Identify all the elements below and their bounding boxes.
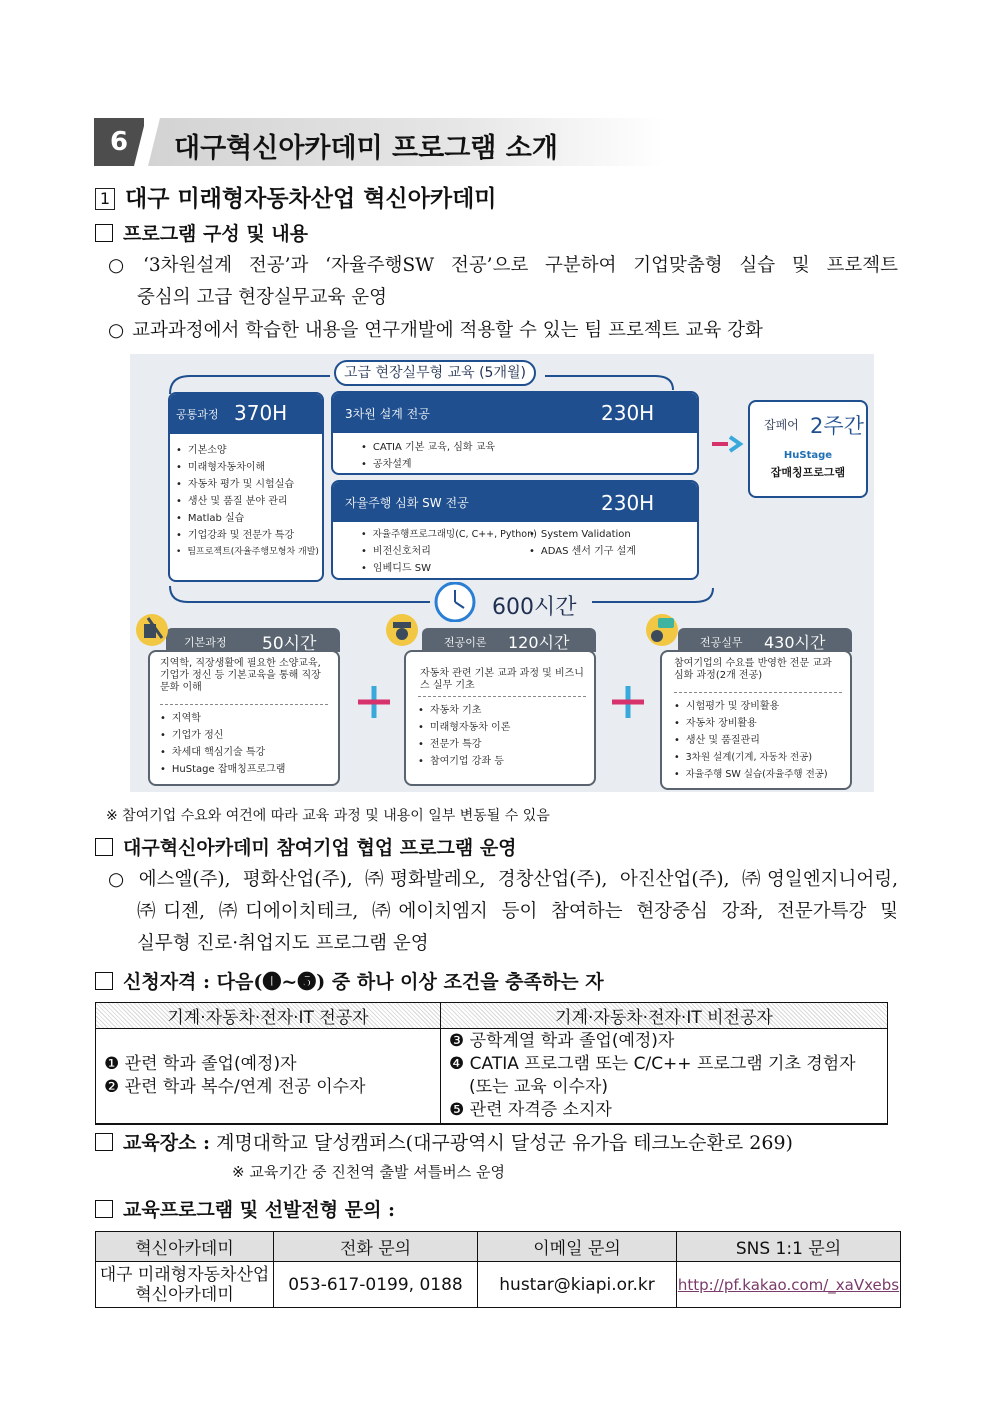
program-bullet-1 [108,249,898,282]
person-icon [134,612,170,648]
section-header [94,118,664,166]
job-fair-duration: 2주간 [810,414,864,438]
kakao-link[interactable]: http://pf.kakao.com/_xaVxebs [677,1275,900,1294]
list-item: • 시험평가 및 장비활용 [674,698,828,715]
common-course-header [170,394,322,434]
eligibility-table [95,1002,888,1125]
list-item: • 지역학 [160,710,285,727]
common-course-box [168,392,324,582]
basic-course-desc: 지역학, 직장생활에 필요한 소양교육, 기업가 정신 등 기본교육을 통해 직장 문화 이해 [160,658,321,693]
list-item: • 전문가 특강 [418,736,510,753]
list-item: • 비전신호처리 [361,543,537,560]
circle-bullet-icon: ○ [108,869,131,890]
location-value: 계명대학교 달성캠퍼스(대구광역시 달성군 유가읍 테크노순환로 269) [216,1132,793,1154]
sw-major-list-right [529,526,636,560]
contact-sns-cell [677,1262,901,1308]
list-item: • System Validation [529,526,636,543]
list-item: • 기본소양 [176,442,319,459]
list-item: • 자동차 기초 [418,702,510,719]
circle-bullet-icon: ○ [108,255,136,276]
contact-email: hustar@kiapi.or.kr [478,1262,677,1308]
list-item: • 참여기업 강좌 등 [418,753,510,770]
checkbox-icon [95,224,113,242]
basic-course-list [160,710,285,778]
contact-heading [95,1195,395,1222]
subsection-title: 대구 미래형자동차산업 혁신아카데미 [125,186,497,212]
collab-heading [95,833,517,860]
engineer-icon [384,612,420,648]
eligibility-item: ❸ 공학계열 학과 졸업(예정)자 [449,1031,675,1051]
job-matching-program: 잡매칭프로그램 [770,466,846,479]
basic-course-tab [166,628,340,652]
contact-header-phone: 전화 문의 [274,1232,478,1262]
list-item: • 자율주행 SW 실습(자율주행 전공) [674,766,828,783]
list-item: • CATIA 기본 교육, 심화 교육 [361,439,495,456]
eligibility-item: ❷ 관련 학과 복수/연계 전공 이수자 [104,1077,366,1097]
arrow-right-icon [710,434,746,454]
practice-course-tab [678,628,852,652]
collab-line-3: 실무형 진로·취업지도 프로그램 운영 [137,933,429,954]
design-major-header [333,393,697,433]
practice-course-hours: 430시간 [764,633,826,652]
practice-course-desc: 참여기업의 수요를 반영한 전문 교과 심화 과정(2개 전공) [674,658,832,681]
section-number: 6 [94,118,144,166]
checkbox-icon [95,972,113,990]
plus-icon [610,684,646,720]
education-period-label: 고급 현장실무형 교육 (5개월) [334,360,536,386]
eligibility-item: ❺ 관련 자격증 소지자 [449,1100,612,1120]
collab-title: 대구혁신아카데미 참여기업 협업 프로그램 운영 [123,837,517,859]
collab-line-2: ㈜디젠, ㈜디에이치테크, ㈜에이치엠지 등이 참여하는 현장중심 강좌, 전문가특강 및 [137,901,898,922]
location-label: 교육장소 : [123,1132,211,1154]
basic-course-hours: 50시간 [262,634,317,654]
eligibility-col1-cell [96,1029,441,1125]
checkbox-icon [95,1200,113,1218]
theory-course-hours: 120시간 [508,633,570,652]
job-fair-box [748,400,868,498]
collab-line-1 [108,863,898,896]
contact-academy-cell [96,1262,274,1308]
circle-bullet-icon: ○ [108,320,125,341]
subsection-number: 1 [95,188,115,210]
section-title: 대구혁신아카데미 프로그램 소개 [174,133,558,164]
contact-header-sns: SNS 1:1 문의 [677,1232,901,1262]
list-item: • ADAS 센서 기구 설계 [529,543,636,560]
contact-academy-line-2: 혁신아카데미 [135,1284,234,1305]
hustage-logo: HuStage [783,450,833,461]
list-item: • HuStage 잡매칭프로그램 [160,761,285,778]
eligibility-item: (또는 교육 이수자) [469,1077,609,1097]
curriculum-note: ※ 참여기업 수요와 여건에 따라 교육 과정 및 내용이 일부 변동될 수 있음 [106,808,550,824]
list-item: • 미래형자동차 이론 [418,719,510,736]
theory-course-tab [422,628,596,652]
program-bullet-1-line-1: ‘3차원설계 전공’과 ‘자율주행SW 전공’으로 구분하여 기업맞춤형 실습 및 프로젝트 [143,255,898,276]
total-hours: 600시간 [492,595,577,620]
list-item: • Matlab 실습 [176,510,319,527]
collab-line-1-text: 에스엘(주), 평화산업(주), ㈜평화발레오, 경창산업(주), 아진산업(주), ㈜영일엔지니어링, [138,869,898,890]
checkbox-icon [95,1133,113,1151]
program-bullet-2-text: 교과과정에서 학습한 내용을 연구개발에 적용할 수 있는 팀 프로젝트 교육 강화 [132,320,763,341]
contact-academy-line-1: 대구 미래형자동차산업 [99,1264,270,1285]
discussion-icon [644,612,680,648]
list-item: • 미래형자동차이해 [176,459,319,476]
theory-course-desc: 자동차 관련 기본 교과 과정 및 비즈니스 실무 기초 [420,668,584,691]
divider [160,704,328,705]
program-heading [95,219,308,246]
common-course-title: 공통과정 [176,408,219,421]
sw-major-list-left [361,526,537,577]
eligibility-title: 신청자격 : 다음(❶~❺) 중 하나 이상 조건을 충족하는 자 [123,971,604,993]
curriculum-diagram [130,354,874,792]
practice-course-box [660,650,852,790]
common-course-list [176,442,319,561]
eligibility-item: ❶ 관련 학과 졸업(예정)자 [104,1054,297,1074]
program-title: 프로그램 구성 및 내용 [123,223,309,245]
design-major-list [361,439,495,473]
design-major-title: 3차원 설계 전공 [345,407,430,421]
divider [418,696,586,697]
eligibility-col2-cell [441,1029,888,1125]
program-bullet-1-line-2: 중심의 고급 현장실무교육 운영 [137,287,387,308]
location-line [95,1128,793,1155]
basic-course-box [148,650,340,786]
list-item: • 공차설계 [361,456,495,473]
location-note: ※ 교육기간 중 진천역 출발 셔틀버스 운영 [232,1163,506,1181]
basic-course-title: 기본과정 [184,636,227,649]
list-item: • 3차원 설계(기계, 자동차 전공) [674,749,828,766]
sw-major-hours: 230H [601,491,655,515]
list-item: • 자동차 평가 및 시험실습 [176,476,319,493]
list-item: • 자동차 장비활용 [674,715,828,732]
list-item: • 자율주행프로그래밍(C, C++, Python) [361,526,537,543]
eligibility-heading [95,967,604,994]
list-item: • 기업가 정신 [160,727,285,744]
theory-course-list [418,702,510,770]
contact-phone: 053-617-0199, 0188 [274,1262,478,1308]
subsection-heading [95,180,497,213]
practice-course-title: 전공실무 [700,636,743,649]
list-item: • 차세대 핵심기술 특강 [160,744,285,761]
program-bullet-2 [108,314,763,347]
list-item: • 기업강좌 및 전문가 특강 [176,527,319,544]
common-course-hours: 370H [234,401,288,425]
list-item: • 팀프로젝트(자율주행모형차 개발) [176,544,319,561]
job-fair-title: 잡페어 [764,418,799,432]
list-item: • 생산 및 품질관리 [674,732,828,749]
contact-table [95,1231,901,1308]
plus-icon [356,684,392,720]
contact-title: 교육프로그램 및 선발전형 문의 : [123,1199,396,1221]
practice-course-list [674,698,828,783]
design-major-box [331,391,699,475]
checkbox-icon [95,838,113,856]
contact-header-email: 이메일 문의 [478,1232,677,1262]
theory-course-box [404,650,596,786]
design-major-hours: 230H [601,401,655,425]
eligibility-col2-header: 기계·자동차·전자·IT 비전공자 [441,1003,888,1029]
clock-icon [430,582,480,622]
sw-major-box [331,480,699,580]
eligibility-item: ❹ CATIA 프로그램 또는 C/C++ 프로그램 기초 경험자 [449,1054,856,1074]
sw-major-title: 자율주행 심화 SW 전공 [345,496,469,510]
sw-major-header [333,482,697,522]
list-item: • 임베디드 SW [361,560,537,577]
eligibility-col1-header: 기계·자동차·전자·IT 전공자 [96,1003,441,1029]
list-item: • 생산 및 품질 분야 관리 [176,493,319,510]
contact-header-academy: 혁신아카데미 [96,1232,274,1262]
theory-course-title: 전공이론 [444,636,487,649]
divider [674,692,842,693]
